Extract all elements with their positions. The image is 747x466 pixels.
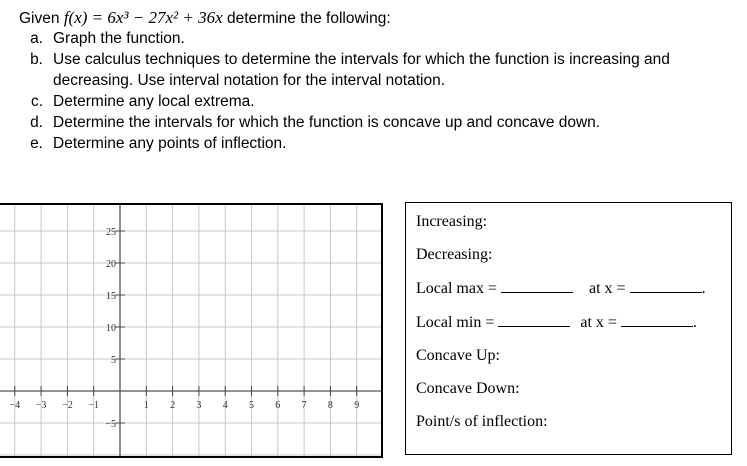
task-letter: e. <box>30 135 43 152</box>
given-label: Given <box>19 10 60 27</box>
x-tick-label: 7 <box>301 400 307 411</box>
concave-down-label: Concave Down: <box>416 380 520 397</box>
concave-up-label: Concave Up: <box>416 347 500 364</box>
x-tick-label: 4 <box>222 400 228 411</box>
y-tick-label: 25 <box>106 227 116 238</box>
x-tick-label: 5 <box>249 400 254 411</box>
y-tick-label: 15 <box>106 291 116 302</box>
increasing-label: Increasing: <box>416 213 488 230</box>
function-expression: f(x) = 6x³ − 27x² + 36x <box>63 8 223 27</box>
y-tick-label: −5 <box>105 419 116 430</box>
task-letter: b. <box>30 51 43 68</box>
local-max-at-x-label: at x = <box>589 280 626 297</box>
task-text: Determine the intervals for which the function is concave up and concave down. <box>53 114 601 131</box>
local-max-blank[interactable] <box>501 292 573 293</box>
instruction-text: determine the following: <box>226 10 391 27</box>
x-tick-label: −2 <box>62 400 73 411</box>
task-text: Determine any local extrema. <box>53 93 255 110</box>
local-min-label: Local min = <box>416 314 495 331</box>
local-min-blank[interactable] <box>498 326 570 327</box>
decreasing-label: Decreasing: <box>416 246 493 263</box>
x-tick-label: 2 <box>170 400 176 411</box>
local-min-at-x-label: at x = <box>580 314 617 331</box>
coordinate-grid <box>0 203 383 458</box>
x-tick-label: 1 <box>143 400 149 411</box>
x-tick-label: −3 <box>35 400 47 411</box>
problem-statement <box>19 7 391 29</box>
y-tick-label: 5 <box>111 355 116 366</box>
x-tick-label: 8 <box>327 400 333 411</box>
x-tick-label: −4 <box>9 400 21 411</box>
task-text: Use calculus techniques to determine the intervals for which the function is increasing and <box>53 51 670 68</box>
task-text: Determine any points of inflection. <box>53 135 287 152</box>
y-tick-label: 10 <box>106 323 116 334</box>
local-max-x-blank[interactable] <box>630 292 702 293</box>
task-text: Graph the function. <box>53 30 185 47</box>
x-tick-label: 3 <box>196 400 202 411</box>
inflection-label: Point/s of inflection: <box>416 413 548 430</box>
task-letter: c. <box>30 93 43 110</box>
task-letter: d. <box>30 114 43 131</box>
local-min-row: Local min = at x = . <box>416 314 697 331</box>
local-min-x-blank[interactable] <box>621 326 693 327</box>
x-tick-label: −1 <box>88 400 100 411</box>
task-letter: a. <box>30 30 43 47</box>
local-max-label: Local max = <box>416 280 497 297</box>
local-max-row: Local max = at x = . <box>416 280 706 297</box>
answer-box <box>405 202 732 455</box>
x-tick-label: 6 <box>275 400 281 411</box>
x-tick-label: 9 <box>354 400 360 411</box>
y-tick-label: 20 <box>106 259 116 270</box>
task-text-continued: decreasing. Use interval notation for the interval notation. <box>53 72 446 89</box>
